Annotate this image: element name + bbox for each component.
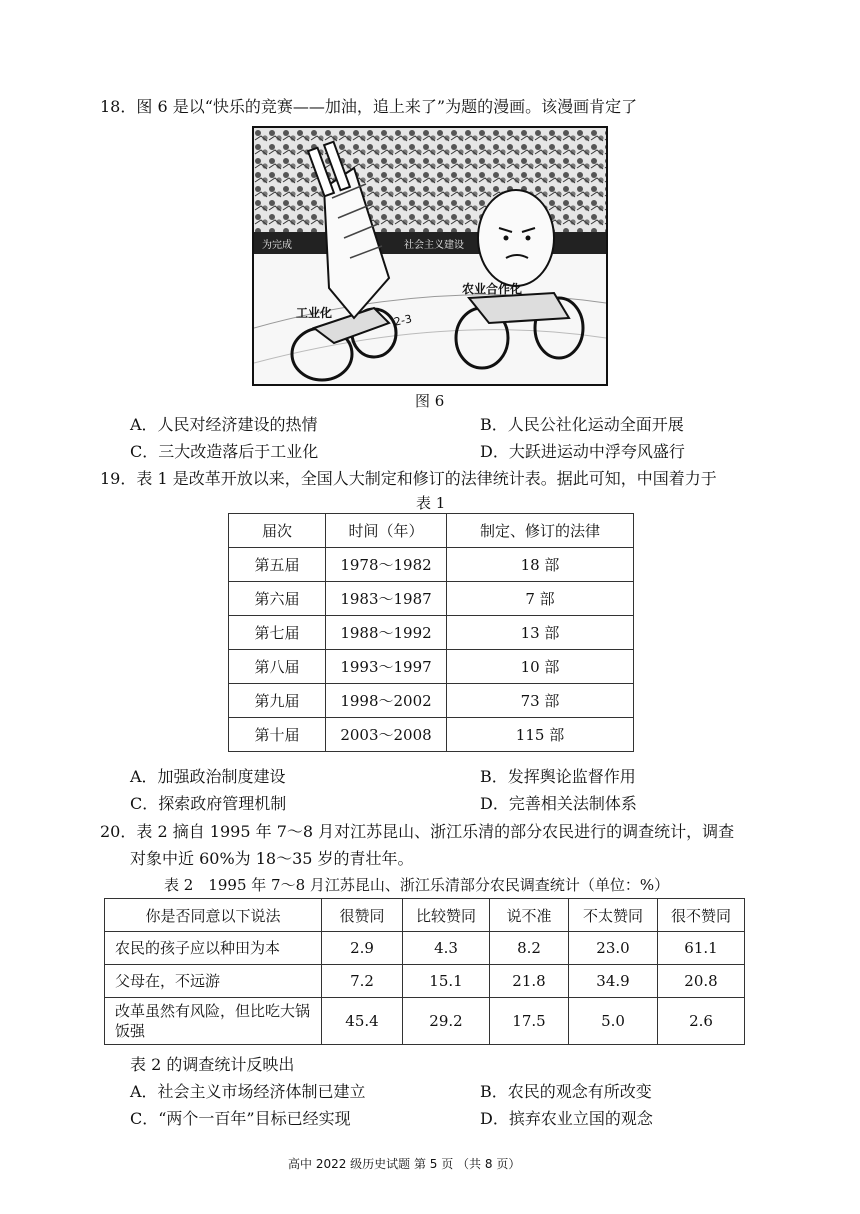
table-cell: 父母在，不远游 xyxy=(105,965,322,998)
table-cell: 45.4 xyxy=(322,998,403,1045)
q20-option-a[interactable]: A．社会主义市场经济体制已建立 xyxy=(130,1082,366,1101)
figure-caption: 图 6 xyxy=(415,392,445,410)
table-row xyxy=(229,718,634,752)
table-row xyxy=(229,616,634,650)
table2-header: 你是否同意以下说法 xyxy=(105,899,322,932)
table1-header-row xyxy=(229,514,634,548)
table-cell: 15.1 xyxy=(403,965,490,998)
q18-option-b[interactable]: B．人民公社化运动全面开展 xyxy=(480,415,684,434)
table-cell: 2.6 xyxy=(658,998,745,1045)
cartoon-figure-6 xyxy=(252,126,608,386)
q18-stem: 18．图 6 是以“快乐的竞赛——加油，追上来了”为题的漫画。该漫画肯定了 xyxy=(100,97,638,116)
q20-option-d[interactable]: D．摈弃农业立国的观念 xyxy=(480,1109,653,1128)
table-cell: 4.3 xyxy=(403,932,490,965)
table-cell: 8.2 xyxy=(490,932,569,965)
table-cell: 34.9 xyxy=(569,965,658,998)
label-agri-cooperation: 农业合作化 xyxy=(462,282,523,296)
table-cell: 第五届 xyxy=(229,548,326,582)
plate-text: 2-3 xyxy=(392,312,414,329)
q19-option-d[interactable]: D．完善相关法制体系 xyxy=(480,794,637,813)
q18-option-d[interactable]: D．大跃进运动中浮夸风盛行 xyxy=(480,442,685,461)
table-cell: 1978～1982 xyxy=(326,548,447,582)
table2-header: 比较赞同 xyxy=(403,899,490,932)
table-row xyxy=(105,965,745,998)
table2-header-row xyxy=(105,899,745,932)
table-cell: 115 部 xyxy=(447,718,634,752)
q19-option-b[interactable]: B．发挥舆论监督作用 xyxy=(480,767,636,786)
table-cell: 7.2 xyxy=(322,965,403,998)
table2-header: 很赞同 xyxy=(322,899,403,932)
table-cell: 农民的孩子应以种田为本 xyxy=(105,932,322,965)
table-cell: 第八届 xyxy=(229,650,326,684)
cartoon-illustration xyxy=(254,128,606,384)
q19-stem: 19．表 1 是改革开放以来，全国人大制定和修订的法律统计表。据此可知，中国着力于 xyxy=(100,469,717,488)
q18-option-c[interactable]: C．三大改造落后于工业化 xyxy=(130,442,319,461)
table-cell: 20.8 xyxy=(658,965,745,998)
table-cell: 2003～2008 xyxy=(326,718,447,752)
table-row xyxy=(229,548,634,582)
label-industrialization: 工业化 xyxy=(296,306,333,320)
table-cell: 1983～1987 xyxy=(326,582,447,616)
table-row xyxy=(229,650,634,684)
page-footer: 高中 2022 级历史试题 第 5 页 （共 8 页） xyxy=(288,1157,521,1171)
table1-header: 时间（年） xyxy=(326,514,447,548)
table-cell: 23.0 xyxy=(569,932,658,965)
table-cell: 第六届 xyxy=(229,582,326,616)
table2-header: 说不准 xyxy=(490,899,569,932)
table-cell: 第十届 xyxy=(229,718,326,752)
table-cell: 17.5 xyxy=(490,998,569,1045)
table2-header: 不太赞同 xyxy=(569,899,658,932)
table2-header: 很不赞同 xyxy=(658,899,745,932)
banner-text-left: 为完成 xyxy=(262,240,292,251)
table-cell: 10 部 xyxy=(447,650,634,684)
table-cell: 1988～1992 xyxy=(326,616,447,650)
table1-header: 届次 xyxy=(229,514,326,548)
table-1 xyxy=(228,513,634,752)
table-cell: 第九届 xyxy=(229,684,326,718)
q20-lead: 表 2 的调查统计反映出 xyxy=(130,1055,295,1074)
table1-header: 制定、修订的法律 xyxy=(447,514,634,548)
table-cell: 18 部 xyxy=(447,548,634,582)
table-cell: 1998～2002 xyxy=(326,684,447,718)
q19-option-a[interactable]: A．加强政治制度建设 xyxy=(130,767,286,786)
q20-option-b[interactable]: B．农民的观念有所改变 xyxy=(480,1082,652,1101)
table-row xyxy=(229,582,634,616)
table1-title: 表 1 xyxy=(416,494,446,512)
table-cell: 5.0 xyxy=(569,998,658,1045)
banner-text-mid: 社会主义建设 xyxy=(404,240,464,251)
table-row xyxy=(105,932,745,965)
table-cell: 13 部 xyxy=(447,616,634,650)
table-row xyxy=(105,998,745,1045)
table-cell: 73 部 xyxy=(447,684,634,718)
q18-option-a[interactable]: A．人民对经济建设的热情 xyxy=(130,415,318,434)
table-cell: 1993～1997 xyxy=(326,650,447,684)
table-cell: 第七届 xyxy=(229,616,326,650)
table-cell: 7 部 xyxy=(447,582,634,616)
table-2 xyxy=(104,898,745,1045)
table-cell: 61.1 xyxy=(658,932,745,965)
table-cell: 29.2 xyxy=(403,998,490,1045)
table-cell: 21.8 xyxy=(490,965,569,998)
table-cell: 2.9 xyxy=(322,932,403,965)
table-cell: 改革虽然有风险，但比吃大锅饭强 xyxy=(105,998,322,1045)
table2-title: 表 2 1995 年 7～8 月江苏昆山、浙江乐清部分农民调查统计（单位：%） xyxy=(164,876,670,894)
q19-option-c[interactable]: C．探索政府管理机制 xyxy=(130,794,287,813)
table-row xyxy=(229,684,634,718)
q20-stem-line1: 20．表 2 摘自 1995 年 7～8 月对江苏昆山、浙江乐清的部分农民进行的调查统计，调查 xyxy=(100,822,735,841)
q20-stem-line2: 对象中近 60%为 18～35 岁的青壮年。 xyxy=(130,849,414,868)
q20-option-c[interactable]: C．“两个一百年”目标已经实现 xyxy=(130,1109,351,1128)
